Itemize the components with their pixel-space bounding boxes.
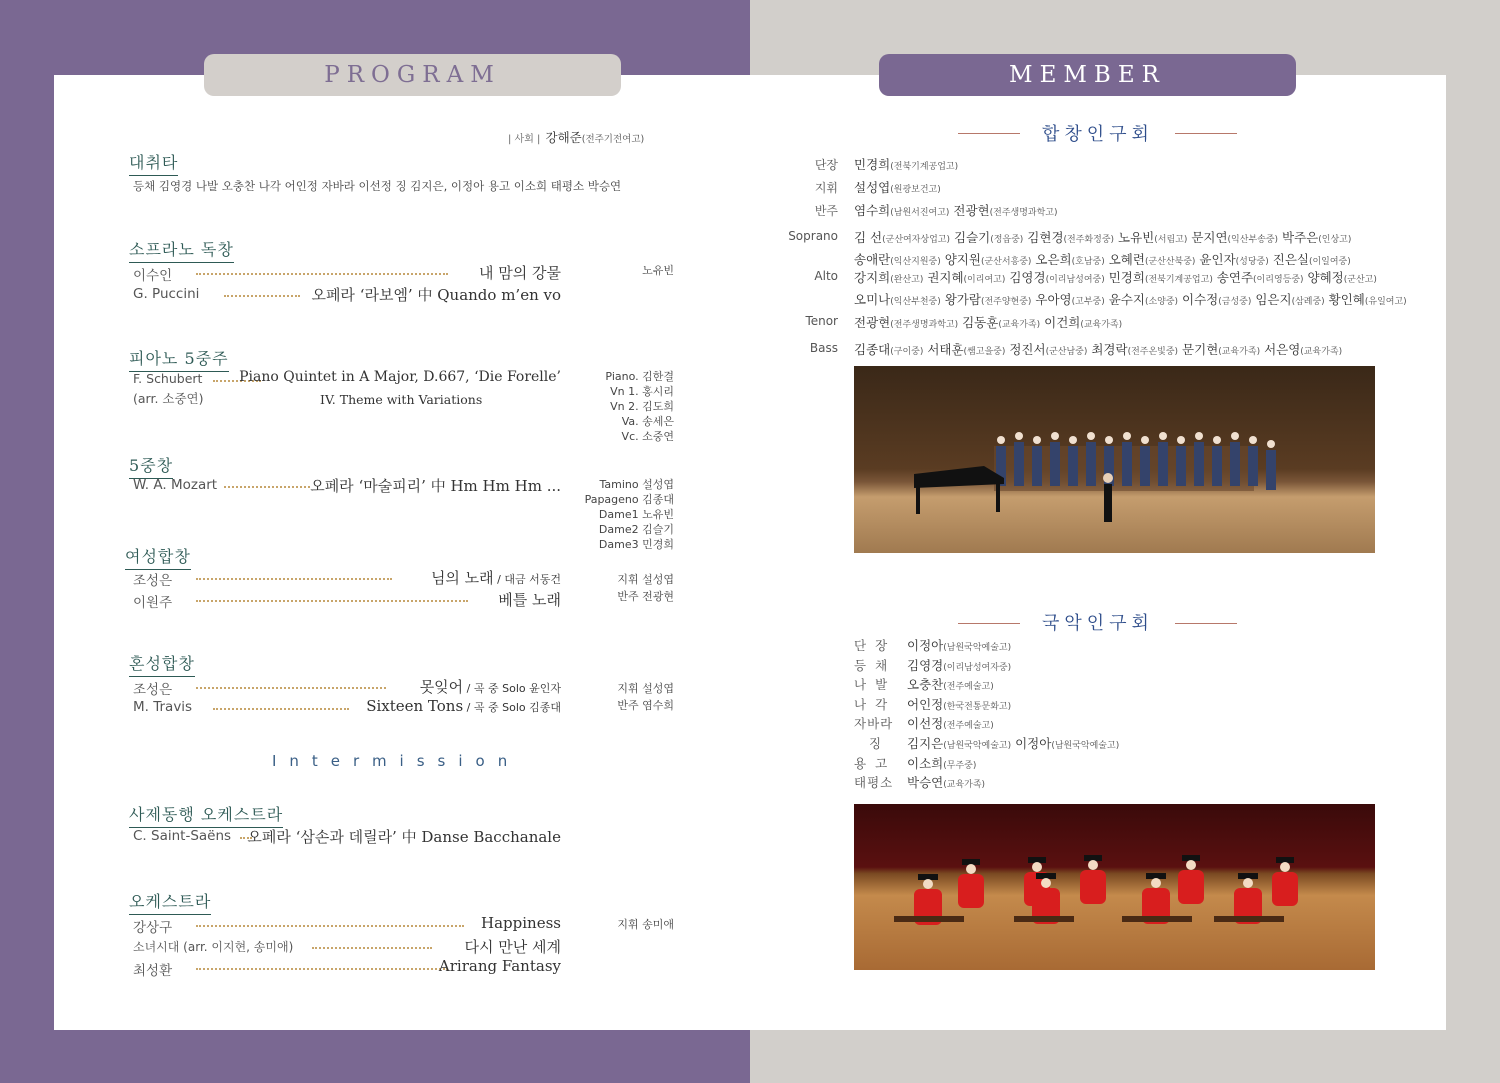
section-title: 여성합창 (125, 544, 191, 570)
gugak-role: 나발 (854, 677, 897, 693)
member-affiliation: (무주중) (943, 760, 977, 771)
performer: Piano. 김한결 (605, 370, 674, 383)
performer: 지휘 설성엽 (617, 573, 674, 586)
gugak-role: 징 (869, 736, 891, 751)
work-name: 못잊어 (419, 678, 464, 696)
member-affiliation: (구이중) (890, 347, 924, 357)
member-affiliation: (고부중) (1071, 297, 1105, 307)
member-tab: MEMBER (879, 54, 1296, 96)
dot-leader (224, 486, 310, 488)
performer: 반주 염수희 (617, 699, 674, 712)
member-name: 이선정 (907, 716, 944, 732)
member-name: 최경락 (1087, 342, 1128, 357)
member-affiliation: (성당중) (1235, 257, 1269, 267)
gugak-role: 등채 (854, 657, 897, 673)
choir-names (854, 228, 1351, 272)
gugak-role: 태평소 (854, 775, 894, 791)
composer: 조성은 (133, 682, 173, 698)
member-name: 설성엽 (854, 180, 891, 195)
intermission-label: Intermission (272, 752, 521, 770)
member-affiliation: (정읍중) (990, 235, 1024, 245)
performer: Dame1 노유빈 (598, 508, 674, 521)
member-name: 김영경 (907, 657, 944, 673)
member-name: 정진서 (1005, 342, 1046, 357)
member-affiliation: (익산부송중) (1227, 235, 1279, 245)
member-name: 박승연 (907, 775, 944, 791)
choir-name-line (854, 290, 1407, 312)
section-title: 사제동행 오케스트라 (129, 802, 283, 828)
gugak-photo-art (854, 804, 1375, 970)
member-name: 우아영 (1031, 292, 1072, 307)
member-affiliation: (익산지원중) (890, 257, 941, 267)
choir-names (854, 340, 1342, 362)
work-title: 베틀 노래 (498, 591, 561, 609)
member-name: 이정아 (907, 638, 944, 653)
member-name: 송애란 (854, 252, 891, 267)
member-affiliation: (전주예술고) (943, 682, 994, 693)
gugak-role: 자바라 (854, 716, 894, 732)
member-name: 오은희 (1031, 252, 1072, 267)
member-affiliation: (남원국악예술고) (943, 741, 1012, 751)
composer: W. A. Mozart (133, 477, 218, 493)
performer: Tamino 설성엽 (599, 478, 674, 491)
work-title: 내 맘의 강물 (479, 264, 561, 282)
section-title: 오케스트라 (129, 889, 211, 915)
member-name: 김지은 (907, 736, 944, 751)
member-name: 전광현 (854, 315, 891, 330)
dot-leader (196, 578, 392, 580)
member-affiliation: (이리영등중) (1253, 275, 1304, 285)
member-affiliation: (남원국악예술고) (1051, 741, 1120, 751)
work-title: Arirang Fantasy (438, 957, 561, 975)
work-name: Sixteen Tons (366, 697, 464, 715)
dot-leader (196, 968, 448, 970)
choir-name-line (854, 178, 941, 200)
member-affiliation: (인상고) (1318, 235, 1352, 245)
choir-names (854, 155, 958, 177)
work-name: 님의 노래 (430, 569, 494, 587)
gugak-names (907, 714, 994, 732)
member-affiliation: (전주생명과학고) (890, 320, 959, 330)
gugak-names (907, 754, 976, 772)
member-name: 왕가람 (940, 292, 981, 307)
choir-name-line (854, 201, 1058, 223)
choir-name-line (854, 340, 1342, 362)
member-affiliation: (이일여중) (1308, 257, 1351, 267)
member-name: 강지희 (854, 270, 891, 285)
member-affiliation: (삼례중) (1291, 297, 1325, 307)
heading-rule (958, 133, 1020, 134)
member-name: 이건희 (1040, 315, 1081, 330)
member-name: 양지원 (940, 252, 981, 267)
member-name: 양혜정 (1303, 270, 1344, 285)
performer: Dame3 민경희 (598, 538, 674, 551)
heading-rule (1175, 133, 1237, 134)
member-name: 오미나 (854, 292, 891, 307)
member-name: 민경희 (1104, 270, 1145, 285)
member-name: 김동훈 (958, 315, 999, 330)
member-name: 박주은 (1278, 230, 1319, 245)
choir-name-line (854, 155, 958, 177)
host-label: | 사회 | (508, 134, 541, 145)
member-affiliation: (군산여자상업고) (882, 235, 951, 245)
work-note: / 곡 중 Solo 김종대 (463, 701, 561, 714)
composer: C. Saint-Saëns (133, 828, 232, 844)
member-name: 권지혜 (923, 270, 964, 285)
member-name: 염수희 (854, 203, 891, 218)
work-title: 오페라 ‘삼손과 데릴라’ 中 Danse Bacchanale (247, 828, 561, 846)
performer: Vc. 소중연 (621, 430, 674, 443)
member-name: 윤인자 (1195, 252, 1236, 267)
work-title (431, 567, 561, 588)
member-name: 김 선 (854, 230, 883, 245)
dot-leader (312, 947, 432, 949)
member-affiliation: (이리남성여자중) (943, 662, 1012, 673)
member-affiliation: (한국전통문화고) (943, 701, 1012, 712)
dot-leader (196, 273, 448, 275)
member-name: 이정아 (1011, 736, 1052, 751)
composer: 소녀시대 (arr. 이지현, 송미애) (133, 940, 294, 954)
performer: Dame2 김슬기 (598, 523, 674, 536)
member-name: 윤수지 (1104, 292, 1145, 307)
performer: Papageno 김종대 (584, 493, 674, 506)
program-tab: PROGRAM (204, 54, 621, 96)
member-name: 노유빈 (1114, 230, 1155, 245)
choir-name-line (854, 228, 1351, 250)
gugak-names (907, 734, 1119, 752)
choir-role: 단장 (814, 158, 838, 172)
performer-list (617, 571, 674, 605)
member-name: 민경희 (854, 157, 891, 172)
member-affiliation: (군산서흥중) (980, 257, 1032, 267)
heading-rule (1175, 623, 1237, 624)
choir-name-line (854, 268, 1407, 290)
member-name: 송연주 (1212, 270, 1254, 285)
gugak-role: 단장 (854, 638, 897, 653)
member-affiliation: (군산산북중) (1144, 257, 1196, 267)
member-name: 김종대 (854, 342, 891, 357)
section-title: 소프라노 독창 (129, 237, 234, 263)
heading-rule (958, 623, 1020, 624)
member-affiliation: (전주온빛중) (1127, 347, 1179, 357)
member-name: 서태훈 (923, 342, 964, 357)
member-name: 황인혜 (1324, 292, 1365, 307)
composer: M. Travis (133, 699, 193, 715)
member-name: 어인정 (907, 696, 944, 712)
member-name: 진은실 (1268, 252, 1309, 267)
gugak-role: 용고 (854, 755, 897, 771)
performer: Vn 1. 홍시리 (610, 385, 674, 398)
section-line: 등채 김영경 나발 오충찬 나각 어인정 자바라 이선정 징 김지은, 이정아 용고 이소희 태평소 박승연 (133, 179, 622, 193)
member-affiliation: (남원국악예술고) (943, 643, 1012, 653)
gugak-photo (854, 804, 1375, 970)
work-note: / 대금 서동건 (493, 573, 561, 586)
member-affiliation: (완산고) (890, 275, 924, 285)
section-title: 5중창 (129, 453, 173, 479)
dot-leader (213, 708, 349, 710)
member-affiliation: (유일여고) (1364, 297, 1407, 307)
gugak-names (907, 656, 1011, 674)
member-name: 오혜련 (1104, 252, 1145, 267)
composer: 최성환 (133, 963, 173, 979)
dot-leader (196, 687, 386, 689)
choir-photo-art (854, 366, 1375, 553)
member-name: 오충찬 (907, 677, 944, 693)
choir-names (854, 313, 1122, 335)
section-title: 피아노 5중주 (129, 346, 229, 372)
dot-leader (224, 295, 300, 297)
performer: Vn 2. 김도희 (610, 400, 674, 413)
composer: 이수인 (133, 268, 173, 284)
member-affiliation: (호남중) (1071, 257, 1105, 267)
member-name: 김슬기 (950, 230, 991, 245)
performer: Va. 송세은 (621, 415, 674, 428)
composer: (arr. 소중연) (133, 391, 204, 406)
choir-role: Bass (809, 341, 838, 355)
member-affiliation: (전북기계공업고) (1144, 275, 1213, 285)
member-name: 이수정 (1178, 292, 1219, 307)
member-affiliation: (교육가족) (1300, 347, 1343, 357)
gugak-names (907, 636, 1011, 654)
choir-names (854, 178, 941, 200)
work-title (420, 676, 561, 697)
work-title: 오페라 ‘마술피리’ 中 Hm Hm Hm ... (310, 477, 561, 495)
gugak-names (907, 695, 1011, 713)
member-name: 임은지 (1251, 292, 1292, 307)
performer: 지휘 송미애 (617, 918, 674, 931)
member-affiliation: (교육가족) (998, 320, 1041, 330)
member-affiliation: (전주양현중) (980, 297, 1032, 307)
composer: F. Schubert (133, 371, 203, 386)
member-affiliation: (전주화정중) (1063, 235, 1115, 245)
work-note: / 곡 중 Solo 윤인자 (463, 682, 561, 695)
choir-role: Alto (814, 269, 838, 283)
composer: G. Puccini (133, 286, 200, 302)
choir-role: 반주 (814, 204, 838, 218)
dot-leader (196, 925, 464, 927)
member-name: 문지연 (1187, 230, 1228, 245)
performer: 반주 전광현 (617, 590, 674, 603)
member-affiliation: (교육가족) (1218, 347, 1261, 357)
host-name: 강해준 (545, 130, 582, 145)
section-title: 혼성합창 (129, 651, 195, 677)
member-affiliation: (교육가족) (1080, 320, 1123, 330)
member-affiliation: (쌤고을중) (963, 347, 1006, 357)
member-name: 김현경 (1023, 230, 1064, 245)
member-name: 이소희 (907, 755, 944, 771)
dot-leader (196, 600, 468, 602)
choir-heading: 합창인구회 (1042, 124, 1154, 145)
member-affiliation: (교육가족) (943, 780, 986, 791)
gugak-role: 나각 (854, 696, 897, 712)
member-affiliation: (원광보건고) (890, 185, 941, 195)
host-school: (전주기전여고) (581, 134, 645, 145)
member-affiliation: (이리여고) (963, 275, 1006, 285)
member-name: 서은영 (1260, 342, 1301, 357)
composer: 이원주 (133, 595, 173, 611)
member-affiliation: (전북기계공업고) (890, 162, 959, 172)
member-name: 문기현 (1178, 342, 1219, 357)
gugak-heading: 국악인구회 (1042, 613, 1154, 634)
member-affiliation: (이리남성여중) (1045, 275, 1105, 285)
work-title: 다시 만난 세계 (464, 938, 561, 956)
member-affiliation: (남원서진여고) (890, 208, 950, 218)
choir-role: 지휘 (814, 181, 838, 195)
member-affiliation: (익산부천중) (890, 297, 941, 307)
performer: 지휘 설성엽 (617, 682, 674, 695)
work-title: Happiness (481, 914, 561, 932)
member-affiliation: (서림고) (1154, 235, 1188, 245)
member-name: 김영경 (1005, 270, 1046, 285)
work-title: 오페라 ‘라보엠’ 中 Quando m’en vo (311, 286, 561, 304)
work-title (366, 697, 561, 715)
member-affiliation: (군산고) (1343, 275, 1377, 285)
member-affiliation: (금성중) (1218, 297, 1252, 307)
member-affiliation: (전주예술고) (943, 721, 994, 732)
performer-list (605, 369, 674, 444)
gugak-names (907, 773, 985, 791)
work-title: Piano Quintet in A Major, D.667, ‘Die Forelle’ (239, 369, 561, 385)
performer-list (617, 680, 674, 714)
choir-role: Soprano (788, 229, 838, 243)
choir-names (854, 268, 1407, 312)
choir-photo (854, 366, 1375, 553)
gugak-names (907, 675, 994, 693)
member-name: 전광현 (949, 203, 990, 218)
composer: 조성은 (133, 573, 173, 589)
member-affiliation: (군산남중) (1045, 347, 1088, 357)
choir-name-line (854, 313, 1122, 335)
member-affiliation: (전주생명과학고) (989, 208, 1058, 218)
performer-list (585, 477, 674, 552)
member-affiliation: (소양중) (1144, 297, 1179, 307)
section-title: 대취타 (129, 150, 178, 176)
performer: 노유빈 (642, 264, 674, 277)
work-movement: IV. Theme with Variations (320, 392, 483, 407)
host-credit (508, 127, 644, 146)
choir-role: Tenor (805, 314, 838, 328)
composer: 강상구 (133, 920, 173, 936)
choir-names (854, 201, 1058, 223)
